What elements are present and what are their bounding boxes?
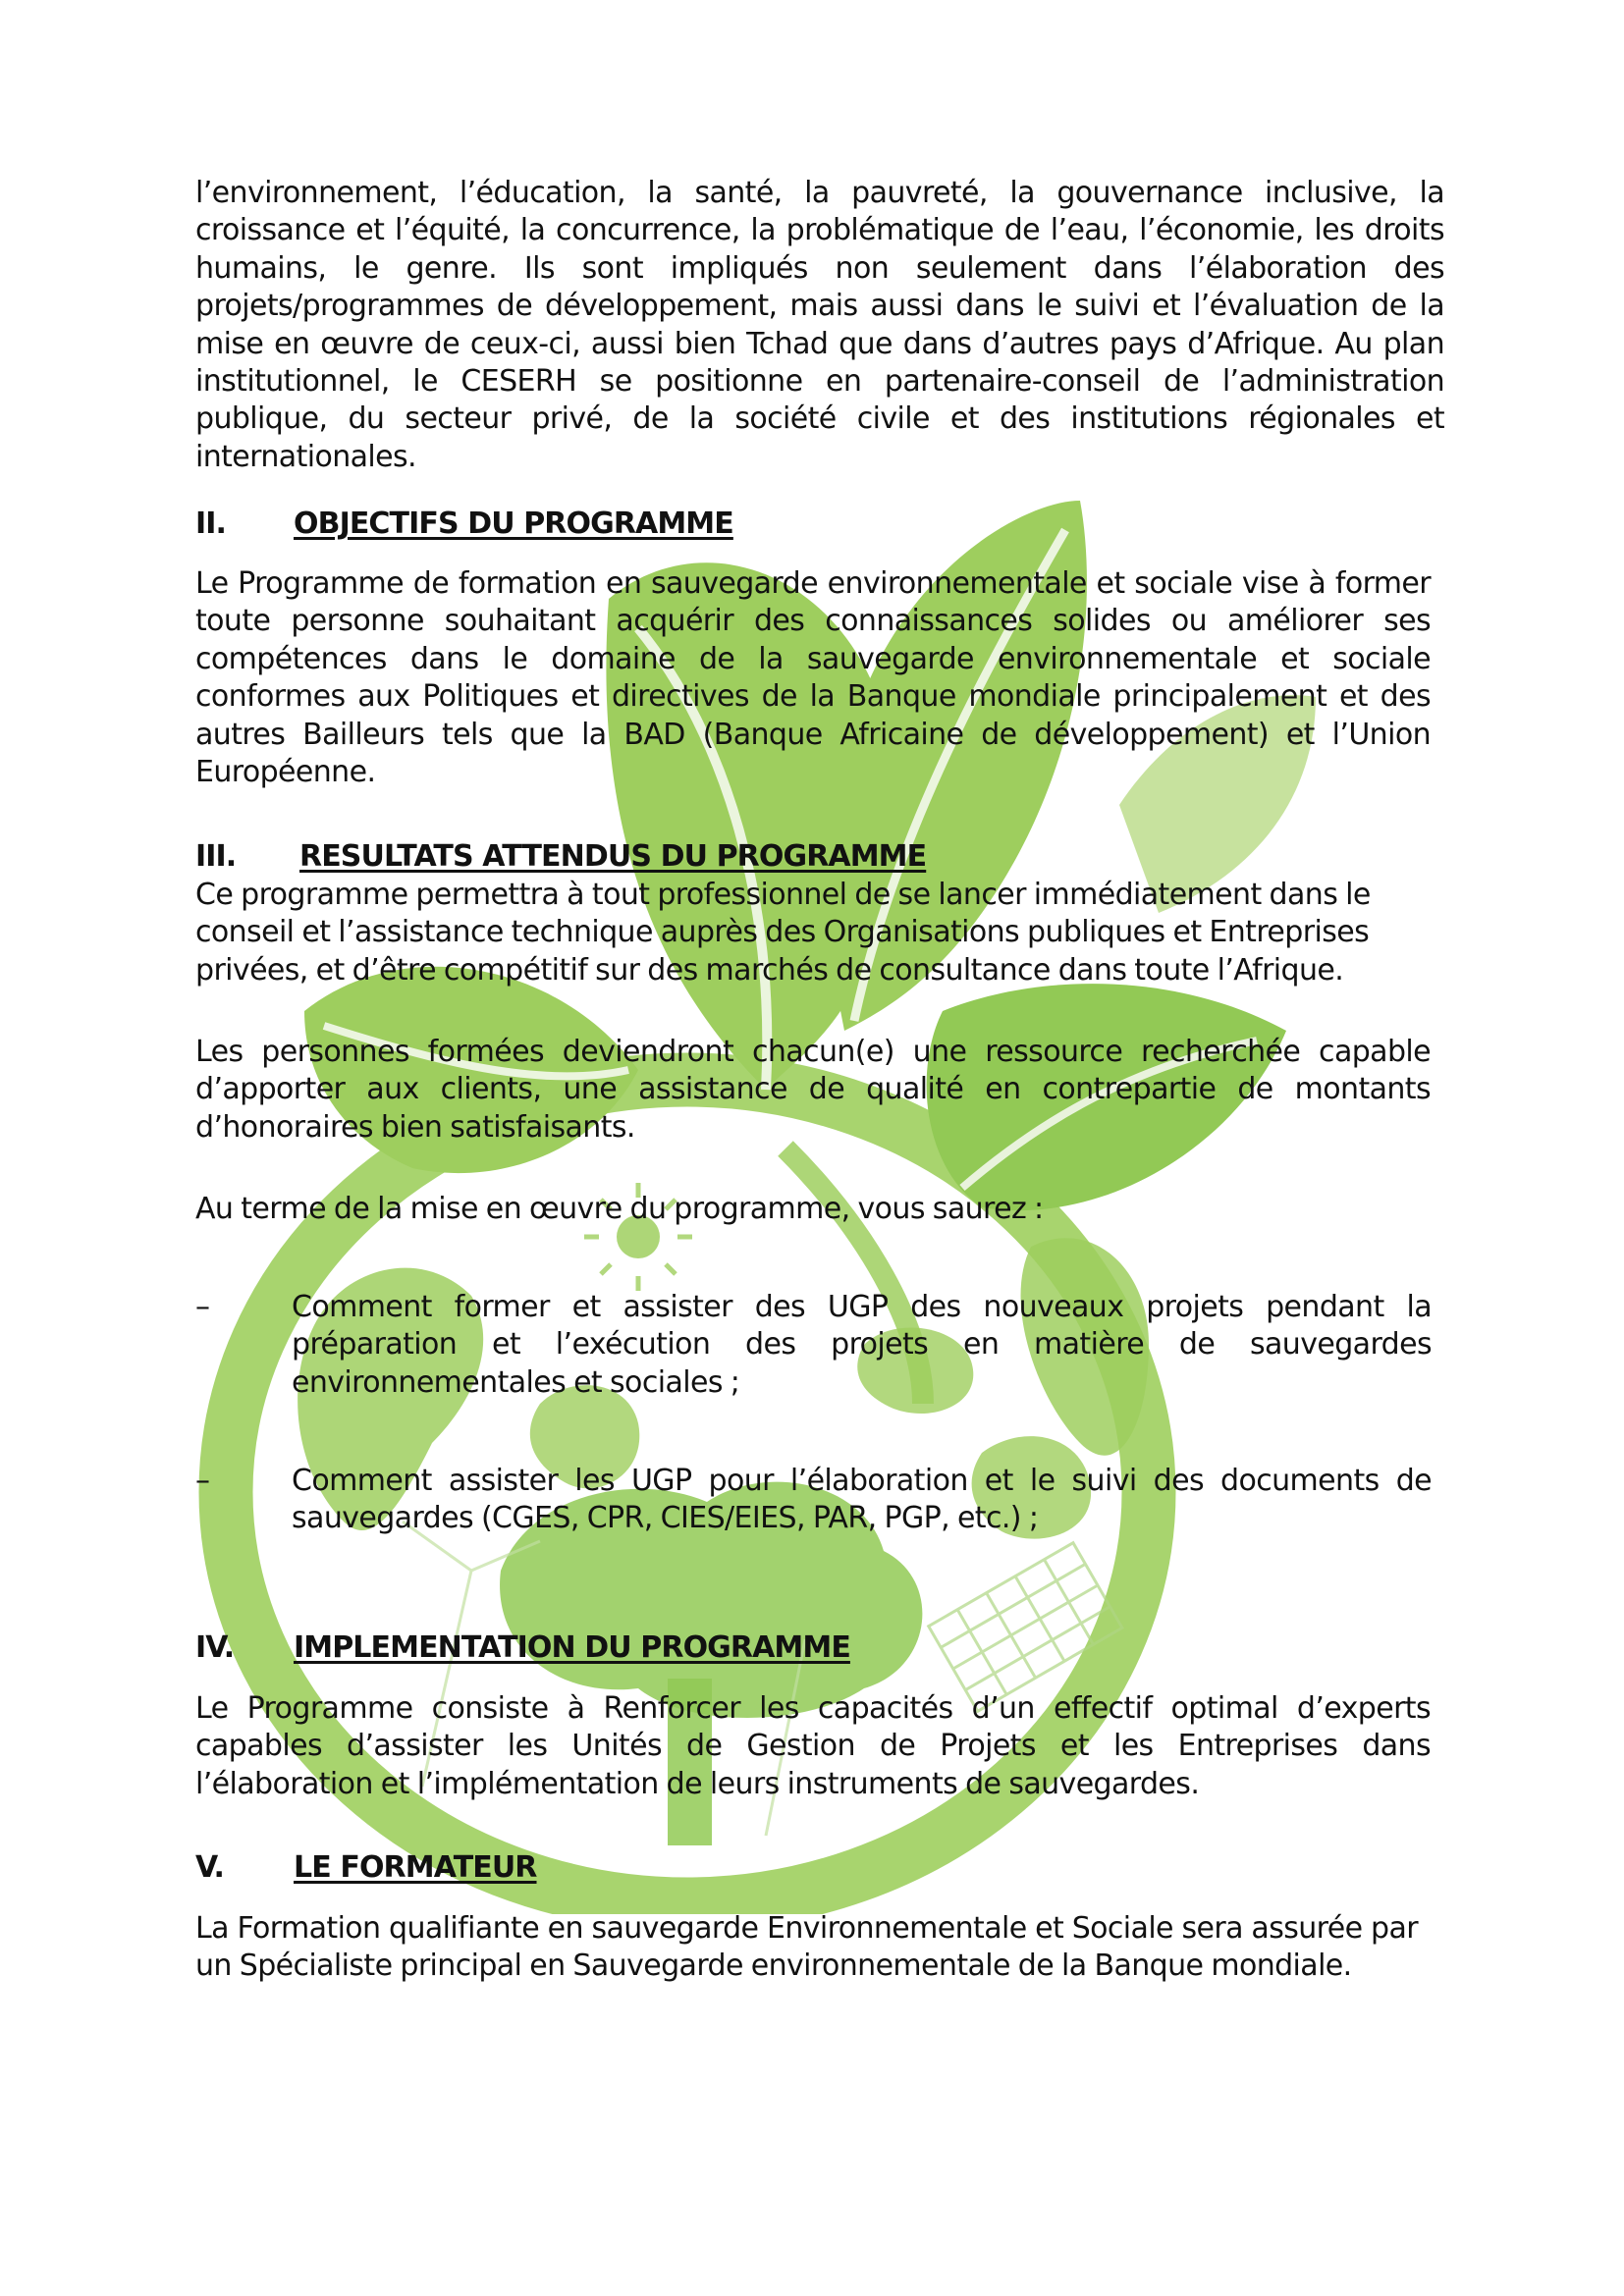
section-number: IV. — [195, 1630, 235, 1665]
implementation-paragraph: Le Programme consiste à Renforcer les capacités d’un effectif optimal d’experts capables d’assister les Unités de Gestion de Projets et les Entreprises dans l’élaboration et l’implémentation de leurs instruments de sauvegardes. — [195, 1691, 1431, 1801]
intro-paragraph: l’environnement, l’éducation, la santé, la pauvreté, la gouvernance inclusive, la croissance et l’équité, la concurrence, la problématique de l’eau, l’économie, les droits humains, le genre. Ils sont impliqués non seulement dans l’élaboration des projets/programmes de développement, mais aussi dans le suivi et l’évaluation de la mise en œuvre de ceux-ci, aussi bien Tchad que dans d’autres pays d’Afrique. Au plan institutionnel, le CESERH se positionne en partenaire-conseil de l’administration publique, du secteur privé, de la société civile et des institutions régionales et internationales. — [195, 176, 1444, 474]
bullet-text: Comment assister les UGP pour l’élaboration et le suivi des documents de sauvegardes (CGES, CPR, CIES/EIES, PAR, PGP, etc.) ; — [292, 1464, 1432, 1536]
resultats-paragraph-3: Au terme de la mise en œuvre du programme, vous saurez : — [195, 1192, 1044, 1226]
section-heading-resultats — [195, 838, 926, 876]
section-number: III. — [195, 839, 237, 874]
section-title: IMPLEMENTATION DU PROGRAMME — [294, 1630, 850, 1665]
bullet-marker: – — [195, 1290, 210, 1324]
section-heading-objectifs — [195, 506, 733, 543]
section-title: OBJECTIFS DU PROGRAMME — [294, 507, 733, 541]
bullet-marker: – — [195, 1464, 210, 1498]
objectifs-paragraph: Le Programme de formation en sauvegarde environnementale et sociale vise à former toute personne souhaitant acquérir des connaissances solides ou améliorer ses compétences dans le domaine de la sauvegarde environnementale et sociale conformes aux Politiques et directives de la Banque mondiale principalement et des autres Bailleurs tels que la BAD (Banque Africaine de développement) et l’Union Européenne. — [195, 566, 1431, 790]
section-title: RESULTATS ATTENDUS DU PROGRAMME — [299, 839, 927, 874]
section-heading-formateur — [195, 1849, 537, 1887]
bullet-text: Comment former et assister des UGP des nouveaux projets pendant la préparation et l’exécution des projets en matière de sauvegardes environnementales et sociales ; — [292, 1290, 1432, 1400]
resultats-paragraph-2: Les personnes formées deviendront chacun(e) une ressource recherchée capable d’apporter aux clients, une assistance de qualité en contrepartie de montants d’honoraires bien satisfaisants. — [195, 1035, 1431, 1145]
section-number: V. — [195, 1850, 224, 1885]
section-title: LE FORMATEUR — [294, 1850, 537, 1885]
section-number: II. — [195, 507, 227, 541]
section-heading-implementation — [195, 1629, 850, 1667]
resultats-paragraph-1: Ce programme permettra à tout professionnel de se lancer immédiatement dans le conseil et l’assistance technique auprès des Organisations publiques et Entreprises privées, et d’être compétitif sur des marchés de consultance dans toute l’Afrique. — [195, 878, 1371, 988]
formateur-paragraph: La Formation qualifiante en sauvegarde Environnementale et Sociale sera assurée par un Spécialiste principal en Sauvegarde environnementale de la Banque mondiale. — [195, 1911, 1418, 1984]
